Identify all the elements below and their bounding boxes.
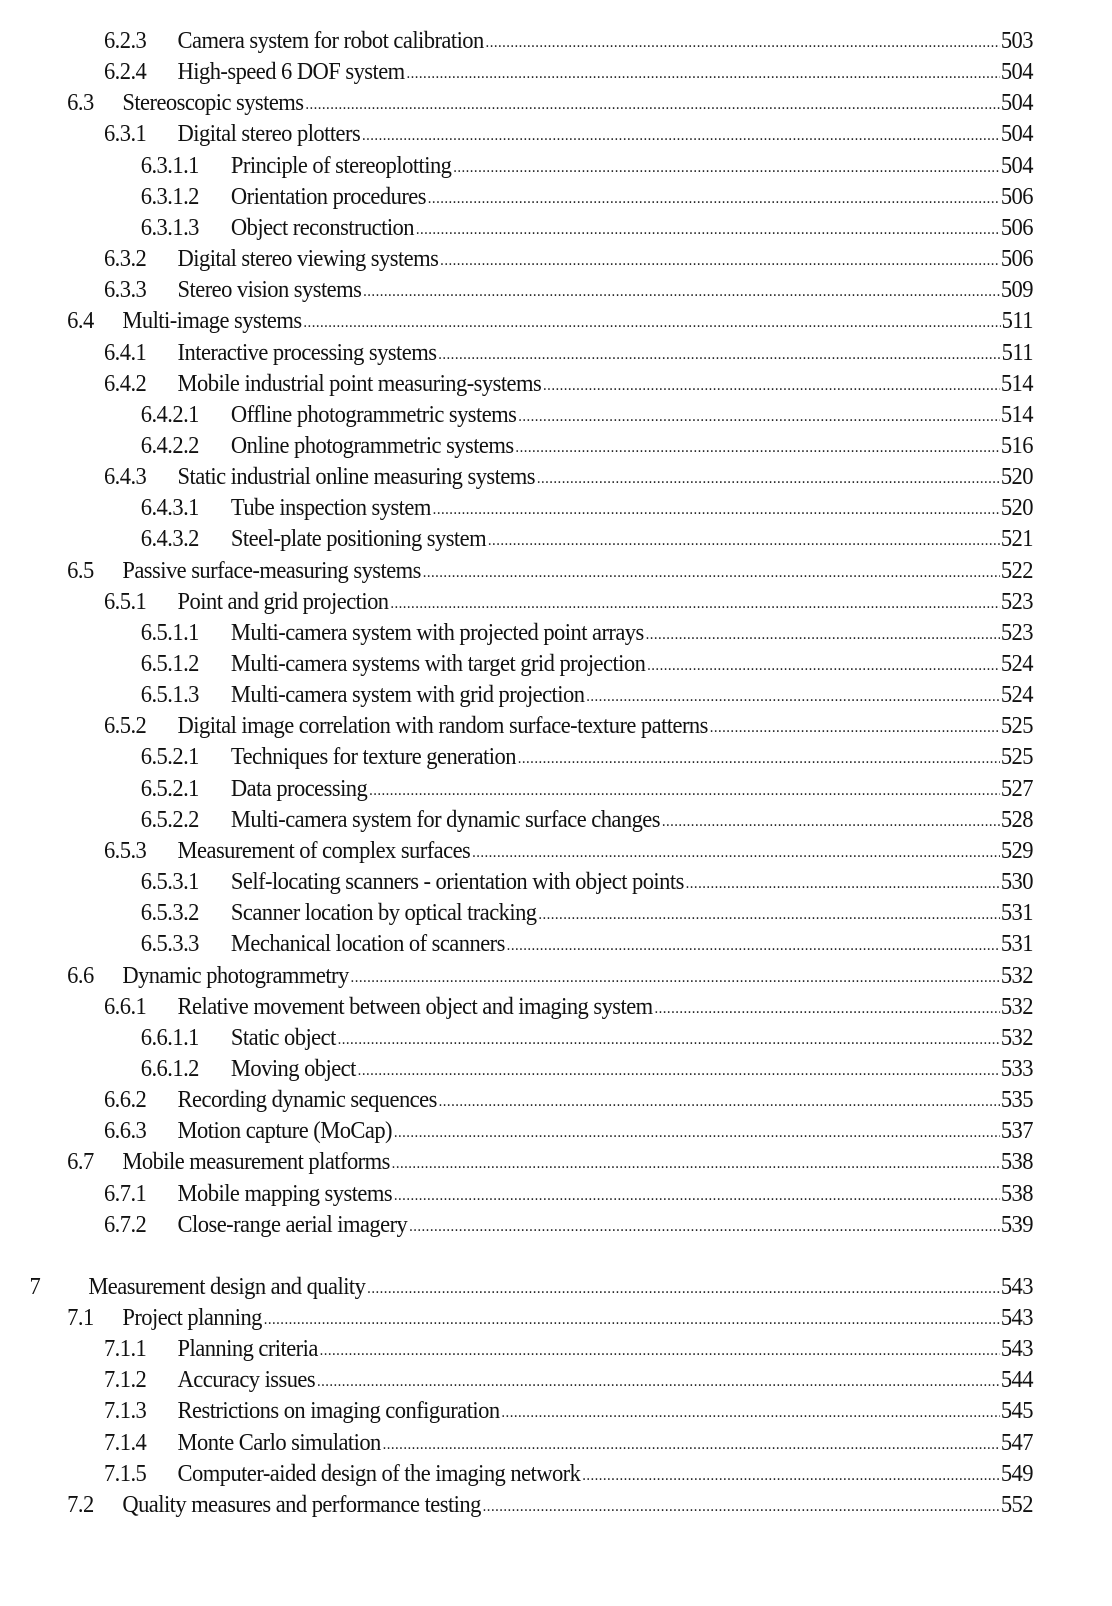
toc-entry-title[interactable]: Mobile mapping systems (177, 1179, 393, 1207)
toc-entry[interactable] (0, 369, 1033, 399)
toc-entry-number: 6.5.3.2 (140, 899, 199, 927)
dot-leader (358, 1056, 1000, 1086)
toc-entry-number: 7.1 (67, 1304, 94, 1331)
toc-entry-title[interactable]: Recording dynamic sequences (177, 1086, 437, 1114)
dot-leader (394, 1181, 1000, 1211)
toc-entry-title[interactable]: Static industrial online measuring systems (177, 463, 536, 491)
toc-entry-number: 6.7.2 (103, 1210, 147, 1238)
toc-entry[interactable] (0, 556, 1033, 586)
dot-leader (472, 838, 1000, 868)
toc-entry-title[interactable]: Scanner location by optical tracking (230, 899, 537, 927)
toc-entry-page[interactable]: 527 (1000, 774, 1033, 802)
toc-entry-number: 6.4.1 (103, 338, 147, 366)
toc-entry[interactable] (0, 338, 1033, 368)
dot-leader (518, 402, 1000, 432)
toc-entry-page[interactable]: 511 (1001, 338, 1033, 366)
toc-entry-title[interactable]: Dynamic photogrammetry (122, 961, 349, 989)
dot-leader (515, 433, 999, 463)
toc-entry-number: 6.3.1.2 (140, 182, 199, 210)
dot-leader (518, 744, 1000, 774)
toc-entry-page[interactable]: 543 (1000, 1335, 1033, 1363)
toc-entry-page[interactable]: 544 (1000, 1366, 1033, 1394)
toc-entry-page[interactable]: 528 (1000, 805, 1033, 833)
toc-entry-page[interactable]: 533 (1000, 1054, 1033, 1082)
toc-entry[interactable] (0, 742, 1033, 772)
toc-entry-page[interactable]: 538 (1000, 1148, 1033, 1176)
dot-leader (320, 1336, 1000, 1366)
dot-leader (416, 215, 1000, 245)
toc-entry-number: 6.5.2.2 (140, 805, 199, 833)
toc-entry-number: 6.4.3.1 (140, 494, 199, 522)
dot-leader (317, 1367, 1000, 1397)
toc-entry[interactable] (0, 244, 1033, 274)
dot-leader (543, 371, 1000, 401)
toc-entry-number: 6.5.3.3 (140, 930, 199, 958)
toc-entry-page[interactable]: 531 (1000, 899, 1033, 927)
toc-entry-number: 6.3.3 (103, 276, 147, 304)
toc-entry-page[interactable]: 509 (1000, 276, 1033, 304)
toc-entry[interactable] (0, 1459, 1033, 1489)
toc-entry-title[interactable]: Multi-camera system for dynamic surface changes (230, 805, 660, 833)
toc-entry-number: 6.7.1 (103, 1179, 147, 1207)
dot-leader (303, 308, 1000, 338)
dot-leader (686, 869, 1000, 899)
toc-entry-number: 6.3 (67, 89, 94, 117)
toc-entry[interactable] (0, 306, 1033, 336)
toc-entry-number: 6.6.1 (103, 992, 147, 1020)
toc-entry[interactable] (0, 1179, 1033, 1209)
toc-entry-page[interactable]: 549 (1000, 1459, 1033, 1487)
dot-leader (369, 776, 1000, 806)
toc-entry-title[interactable]: Techniques for texture generation (230, 743, 516, 771)
toc-entry-title[interactable]: Steel-plate positioning system (230, 525, 487, 553)
toc-entry[interactable] (0, 1116, 1033, 1146)
toc-entry-number: 6.5.1.3 (140, 681, 199, 709)
toc-entry-title[interactable]: Computer-aided design of the imaging network (177, 1459, 581, 1487)
toc-entry-number: 6.4.2.2 (140, 431, 199, 459)
toc-entry[interactable] (0, 400, 1033, 430)
toc-entry-title[interactable]: Interactive processing systems (177, 338, 437, 366)
toc-entry-number: 7.1.1 (103, 1335, 147, 1363)
toc-entry-page[interactable]: 532 (1000, 1023, 1033, 1051)
toc-entry-page[interactable]: 522 (1000, 556, 1033, 584)
toc-entry[interactable] (0, 1490, 1033, 1520)
toc-entry[interactable] (0, 1303, 1033, 1333)
toc-entry-title[interactable]: Passive surface-measuring systems (122, 556, 421, 584)
toc-entry-title[interactable]: Measurement design and quality (88, 1272, 366, 1300)
toc-entry-page[interactable]: 532 (1000, 961, 1033, 989)
toc-entry[interactable] (0, 151, 1033, 181)
toc-entry-title[interactable]: Restrictions on imaging configuration (177, 1397, 500, 1425)
toc-entry[interactable] (0, 1365, 1033, 1395)
toc-entry-title[interactable]: Self-locating scanners - orientation with object points (230, 868, 684, 896)
toc-entry[interactable] (0, 680, 1033, 710)
toc-entry-page[interactable]: 523 (1000, 587, 1033, 615)
toc-entry-number: 6.5.1.2 (140, 650, 199, 677)
toc-entry-number: 6.5.2.1 (140, 774, 199, 802)
toc-entry-page[interactable]: 506 (1000, 182, 1033, 210)
toc-entry-page[interactable]: 514 (1000, 369, 1033, 397)
toc-entry-page[interactable]: 529 (1000, 836, 1033, 864)
dot-leader (483, 1492, 1000, 1522)
toc-entry-title[interactable]: Quality measures and performance testing (122, 1490, 481, 1518)
dot-leader (367, 1274, 1000, 1304)
toc-entry-number: 6.5.2.1 (140, 743, 199, 771)
toc-entry-page[interactable]: 538 (1000, 1179, 1033, 1207)
toc-entry-number: 6.5.3 (103, 836, 147, 864)
dot-leader (439, 1087, 1000, 1117)
toc-entry[interactable] (0, 1334, 1033, 1364)
toc-entry-number: 7.1.2 (103, 1366, 147, 1394)
toc-entry[interactable] (0, 462, 1033, 492)
toc-entry-page[interactable]: 535 (1000, 1086, 1033, 1114)
toc-entry-number: 6.4.2.1 (140, 400, 199, 428)
toc-entry-page[interactable]: 530 (1000, 868, 1033, 896)
toc-entry-page[interactable]: 547 (1000, 1428, 1033, 1456)
toc-entry-title[interactable]: Tube inspection system (230, 494, 431, 522)
toc-entry-number: 6.5.2 (103, 712, 147, 740)
toc-entry[interactable] (0, 898, 1033, 928)
toc-entry[interactable] (0, 774, 1033, 804)
toc-entry-title[interactable]: Principle of stereoplotting (230, 151, 452, 179)
toc-entry-title[interactable]: Accuracy issues (177, 1366, 316, 1394)
dot-leader (383, 1430, 1000, 1460)
dot-leader (338, 1025, 1000, 1055)
toc-entry-number: 6.4.3.2 (140, 525, 199, 553)
toc-entry-number: 6.7 (67, 1148, 94, 1176)
toc-entry-page[interactable]: 531 (1000, 930, 1033, 958)
toc-entry-title[interactable]: Moving object (230, 1054, 356, 1082)
dot-leader (428, 184, 1000, 214)
toc-entry-number: 6.3.2 (103, 245, 147, 273)
dot-leader (406, 59, 999, 89)
dot-leader (586, 682, 1000, 712)
toc-entry-number: 7.2 (67, 1490, 94, 1518)
toc-entry[interactable] (0, 493, 1033, 523)
toc-entry-title[interactable]: Stereo vision systems (177, 276, 362, 304)
toc-entry-number: 6.5.3.1 (140, 868, 199, 896)
toc-entry-page[interactable]: 532 (1000, 992, 1033, 1020)
dot-leader (351, 963, 1000, 993)
toc-entry-number: 6.5.1 (103, 587, 147, 615)
dot-leader (433, 495, 1000, 525)
dot-leader (363, 277, 1000, 307)
toc-entry-title[interactable]: Motion capture (MoCap) (177, 1117, 393, 1145)
toc-entry[interactable] (0, 119, 1033, 149)
dot-leader (507, 931, 1000, 961)
toc-entry-number: 6.4.3 (103, 463, 147, 491)
toc-entry-number: 6.3.1.3 (140, 213, 199, 241)
dot-leader (582, 1461, 1000, 1491)
dot-leader (438, 340, 1000, 370)
toc-entry-number: 7.1.5 (103, 1459, 147, 1487)
toc-entry[interactable] (0, 867, 1033, 897)
toc-entry-title[interactable]: Offline photogrammetric systems (230, 400, 517, 428)
toc-entry-number: 6.2.3 (103, 27, 147, 54)
toc-entry-title[interactable]: Digital stereo viewing systems (177, 245, 439, 273)
toc-entry-title[interactable]: Multi-camera system with grid projection (230, 681, 585, 709)
toc-entry[interactable] (0, 57, 1033, 87)
dot-leader (646, 620, 1000, 650)
toc-entry[interactable] (0, 1272, 1033, 1302)
dot-leader (264, 1305, 1000, 1335)
toc-entry-title[interactable]: Multi-camera systems with target grid projection (230, 650, 646, 677)
toc-entry-number: 6.6.3 (103, 1117, 147, 1145)
toc-entry-title[interactable]: Mechanical location of scanners (230, 930, 505, 958)
toc-entry-page[interactable]: 524 (1000, 650, 1033, 677)
toc-entry-page[interactable]: 504 (1000, 89, 1033, 117)
toc-entry-title[interactable]: High-speed 6 DOF system (177, 58, 405, 86)
toc-entry-page[interactable]: 524 (1000, 681, 1033, 709)
dot-leader (537, 464, 1000, 494)
toc-entry[interactable] (0, 431, 1033, 461)
toc-entry[interactable] (0, 929, 1033, 959)
toc-entry-title[interactable]: Monte Carlo simulation (177, 1428, 381, 1456)
toc-entry-number: 7.1.3 (103, 1397, 147, 1425)
toc-entry-title[interactable]: Stereoscopic systems (122, 89, 304, 117)
toc-entry-number: 6.5 (67, 556, 94, 584)
toc-entry[interactable] (0, 618, 1033, 648)
dot-leader (501, 1398, 999, 1428)
toc-entry-title[interactable]: Camera system for robot calibration (177, 27, 484, 54)
toc-entry-page[interactable]: 543 (1000, 1272, 1033, 1300)
toc-entry[interactable] (0, 182, 1033, 212)
toc-entry-number: 6.4.2 (103, 369, 147, 397)
toc-entry-title[interactable]: Multi-image systems (122, 307, 302, 335)
toc-entry-page[interactable]: 504 (1000, 151, 1033, 179)
toc-entry-number: 6.4 (67, 307, 94, 335)
toc-entry-number: 6.2.4 (103, 58, 147, 86)
toc-entry[interactable] (0, 213, 1033, 243)
toc-entry-title[interactable]: Mobile industrial point measuring-systems (177, 369, 542, 397)
toc-entry-page[interactable]: 545 (1000, 1397, 1033, 1425)
toc-entry-number: 7.1.4 (103, 1428, 147, 1456)
toc-entry[interactable] (0, 805, 1033, 835)
toc-entry-number: 6.6 (67, 961, 94, 989)
toc-entry-title[interactable]: Orientation procedures (230, 182, 426, 210)
toc-entry-title[interactable]: Data processing (230, 774, 368, 802)
toc-entry-page[interactable]: 503 (1000, 27, 1033, 54)
toc-entry-number: 6.3.1 (103, 120, 147, 148)
toc-entry-number: 7 (29, 1272, 41, 1300)
toc-entry-page[interactable]: 520 (1000, 494, 1033, 522)
toc-entry-number: 6.6.1.2 (140, 1054, 199, 1082)
dot-leader (390, 589, 1000, 619)
toc-entry-page[interactable]: 514 (1000, 400, 1033, 428)
dot-leader (538, 900, 1000, 930)
toc-entry[interactable] (0, 1147, 1033, 1177)
dot-leader (394, 1118, 1000, 1148)
toc-entry[interactable] (0, 1054, 1033, 1084)
dot-leader (486, 28, 1000, 58)
toc-entry-number: 6.3.1.1 (140, 151, 199, 179)
toc-entry[interactable] (0, 1085, 1033, 1115)
toc-entry-number: 6.6.2 (103, 1086, 147, 1114)
toc-entry-page[interactable]: 504 (1000, 120, 1033, 148)
dot-leader (392, 1149, 1000, 1179)
dot-leader (488, 526, 1000, 556)
toc-entry-number: 6.6.1.1 (140, 1023, 199, 1051)
toc-entry-title[interactable]: Point and grid projection (177, 587, 389, 615)
toc-entry-page[interactable]: 543 (1000, 1304, 1033, 1331)
toc-entry[interactable] (0, 649, 1033, 679)
toc-entry-title[interactable]: Static object (230, 1023, 336, 1051)
toc-entry[interactable] (0, 1023, 1033, 1053)
toc-entry-title[interactable]: Relative movement between object and imaging system (177, 992, 653, 1020)
toc-entry-title[interactable]: Digital stereo plotters (177, 120, 361, 148)
toc-entry-title[interactable]: Measurement of complex surfaces (177, 836, 471, 864)
toc-entry[interactable] (0, 88, 1033, 118)
toc-entry-title[interactable]: Online photogrammetric systems (230, 431, 514, 459)
toc-entry[interactable] (0, 26, 1033, 56)
toc-entry-page[interactable]: 520 (1000, 463, 1033, 491)
toc-entry[interactable] (0, 275, 1033, 305)
toc-entry-page[interactable]: 537 (1000, 1117, 1033, 1145)
toc-entry-page[interactable]: 525 (1000, 712, 1033, 740)
dot-leader (647, 651, 1000, 681)
toc-entry-title[interactable]: Close-range aerial imagery (177, 1210, 408, 1238)
dot-leader (409, 1212, 1000, 1242)
toc-entry-page[interactable]: 521 (1000, 525, 1033, 553)
toc-entry-page[interactable]: 506 (1000, 213, 1033, 241)
dot-leader (662, 807, 1000, 837)
dot-leader (423, 558, 1000, 588)
dot-leader (710, 713, 1000, 743)
dot-leader (440, 246, 1000, 276)
toc-entry-title[interactable]: Multi-camera system with projected point arrays (230, 618, 644, 646)
toc-entry-page[interactable]: 552 (1000, 1490, 1033, 1518)
toc-entry-title[interactable]: Mobile measurement platforms (122, 1148, 390, 1176)
toc-entry-title[interactable]: Planning criteria (177, 1335, 318, 1363)
toc-entry[interactable] (0, 524, 1033, 554)
toc-entry[interactable] (0, 1396, 1033, 1426)
toc-entry[interactable] (0, 1210, 1033, 1240)
toc-entry-number: 6.5.1.1 (140, 618, 199, 646)
dot-leader (362, 121, 1000, 151)
toc-entry[interactable] (0, 1428, 1033, 1458)
toc-entry[interactable] (0, 961, 1033, 991)
toc-entry-page[interactable]: 511 (1001, 307, 1033, 335)
toc-entry-page[interactable]: 539 (1000, 1210, 1033, 1238)
dot-leader (655, 994, 1000, 1024)
toc-entry[interactable] (0, 836, 1033, 866)
toc-entry-title[interactable]: Object reconstruction (230, 213, 414, 241)
toc-entry-page[interactable]: 516 (1000, 431, 1033, 459)
toc-entry[interactable] (0, 992, 1033, 1022)
toc-entry-page[interactable]: 525 (1000, 743, 1033, 771)
toc-entry-page[interactable]: 506 (1000, 245, 1033, 273)
toc-entry-title[interactable]: Project planning (122, 1304, 262, 1331)
toc-entry-page[interactable]: 504 (1000, 58, 1033, 86)
toc-entry[interactable] (0, 587, 1033, 617)
toc-entry-title[interactable]: Digital image correlation with random surface-texture patterns (177, 712, 708, 740)
toc-entry[interactable] (0, 711, 1033, 741)
toc-entry-page[interactable]: 523 (1000, 618, 1033, 646)
dot-leader (453, 153, 1000, 183)
dot-leader (305, 90, 1000, 120)
